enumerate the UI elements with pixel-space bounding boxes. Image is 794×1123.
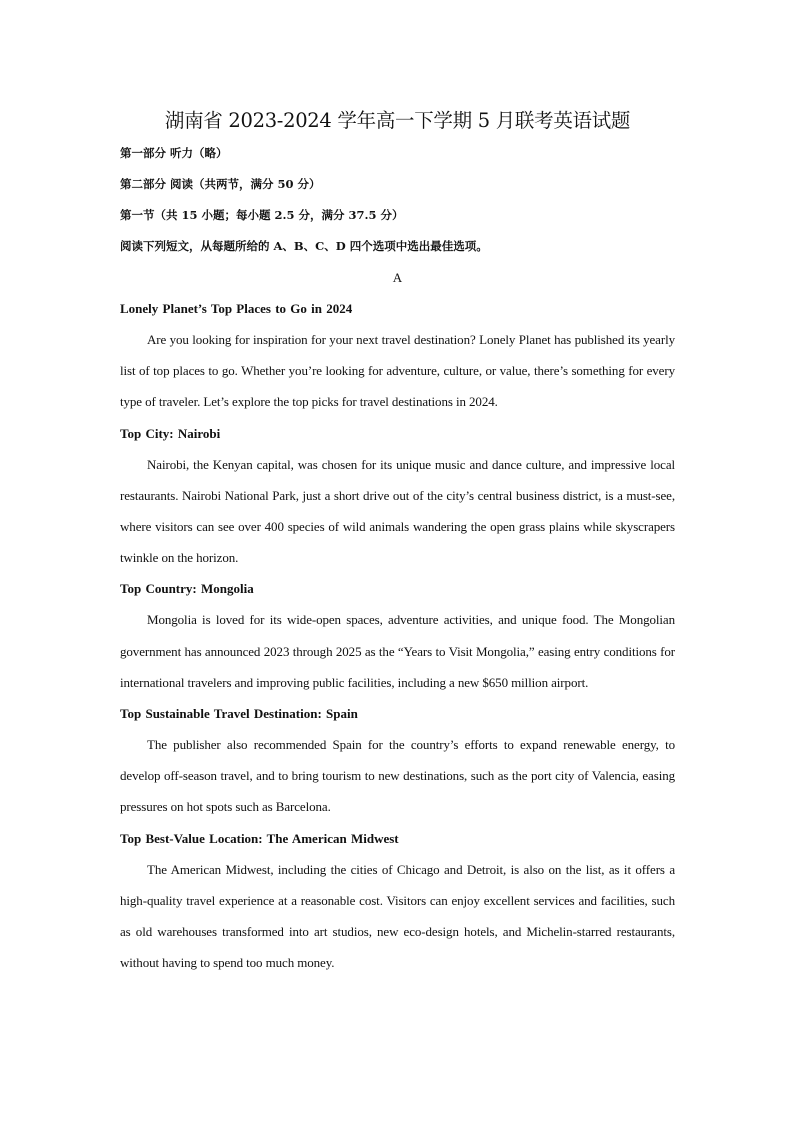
- section-heading-city: Top City: Nairobi: [120, 425, 221, 441]
- section-text-best-value: The American Midwest, including the cities of Chicago and Detroit, is also on the list, as it offers a high-quality travel experience at a reasonable cost. Visitors can enjoy excellent services and facilities, such as old warehouses transformed into art studios, new eco-design hotels, and Michelin-starred restaurants, without having to spend too much money.: [120, 861, 675, 971]
- part-one-listening: 第一部分 听力（略）: [120, 146, 228, 160]
- part-two-reading: 第二部分 阅读（共两节，满分 50 分）: [120, 177, 321, 191]
- section-text-country: Mongolia is loved for its wide-open spaces, adventure activities, and unique food. The Mongolian government has announced 2023 through 2025 as the “Years to Visit Mongolia,” easing entry conditions for international travelers and improving public facilities, including a new $650 million airport.: [120, 612, 675, 690]
- section-heading-best-value: Top Best-Value Location: The American Midwest: [120, 830, 399, 846]
- reading-instruction: 阅读下列短文，从每题所给的 A、B、C、D 四个选项中选出最佳选项。: [120, 239, 488, 253]
- passage-title: Lonely Planet’s Top Places to Go in 2024: [120, 301, 353, 316]
- exam-page: [120, 100, 675, 978]
- passage-letter: A: [392, 270, 403, 285]
- section-one-info: 第一节（共 15 小题；每小题 2.5 分，满分 37.5 分）: [120, 208, 404, 222]
- page-title: 湖南省 2023-2024 学年高一下学期 5 月联考英语试题: [164, 109, 631, 132]
- section-heading-country: Top Country: Mongolia: [120, 581, 254, 597]
- section-heading-sustainable: Top Sustainable Travel Destination: Spain: [120, 706, 358, 722]
- intro-paragraph: Are you looking for inspiration for your next travel destination? Lonely Planet has published its yearly list of top places to go. Whether you’re looking for adventure, culture, or value, there’s something for every type of traveler. Let’s explore the top picks for travel destinations in 2024.: [120, 332, 675, 410]
- section-text-city: Nairobi, the Kenyan capital, was chosen for its unique music and dance culture, and impressive local restaurants. Nairobi National Park, just a short drive out of the city’s central business district, is a must-see, where visitors can see over 400 species of wild animals wandering the open grass plains while skyscrapers twinkle on the horizon.: [120, 456, 675, 566]
- section-text-sustainable: The publisher also recommended Spain for the country’s efforts to expand renewable energy, to develop off-season travel, and to bring tourism to new destinations, such as the port city of Valencia, easing pressures on hot spots such as Barcelona.: [120, 737, 675, 815]
